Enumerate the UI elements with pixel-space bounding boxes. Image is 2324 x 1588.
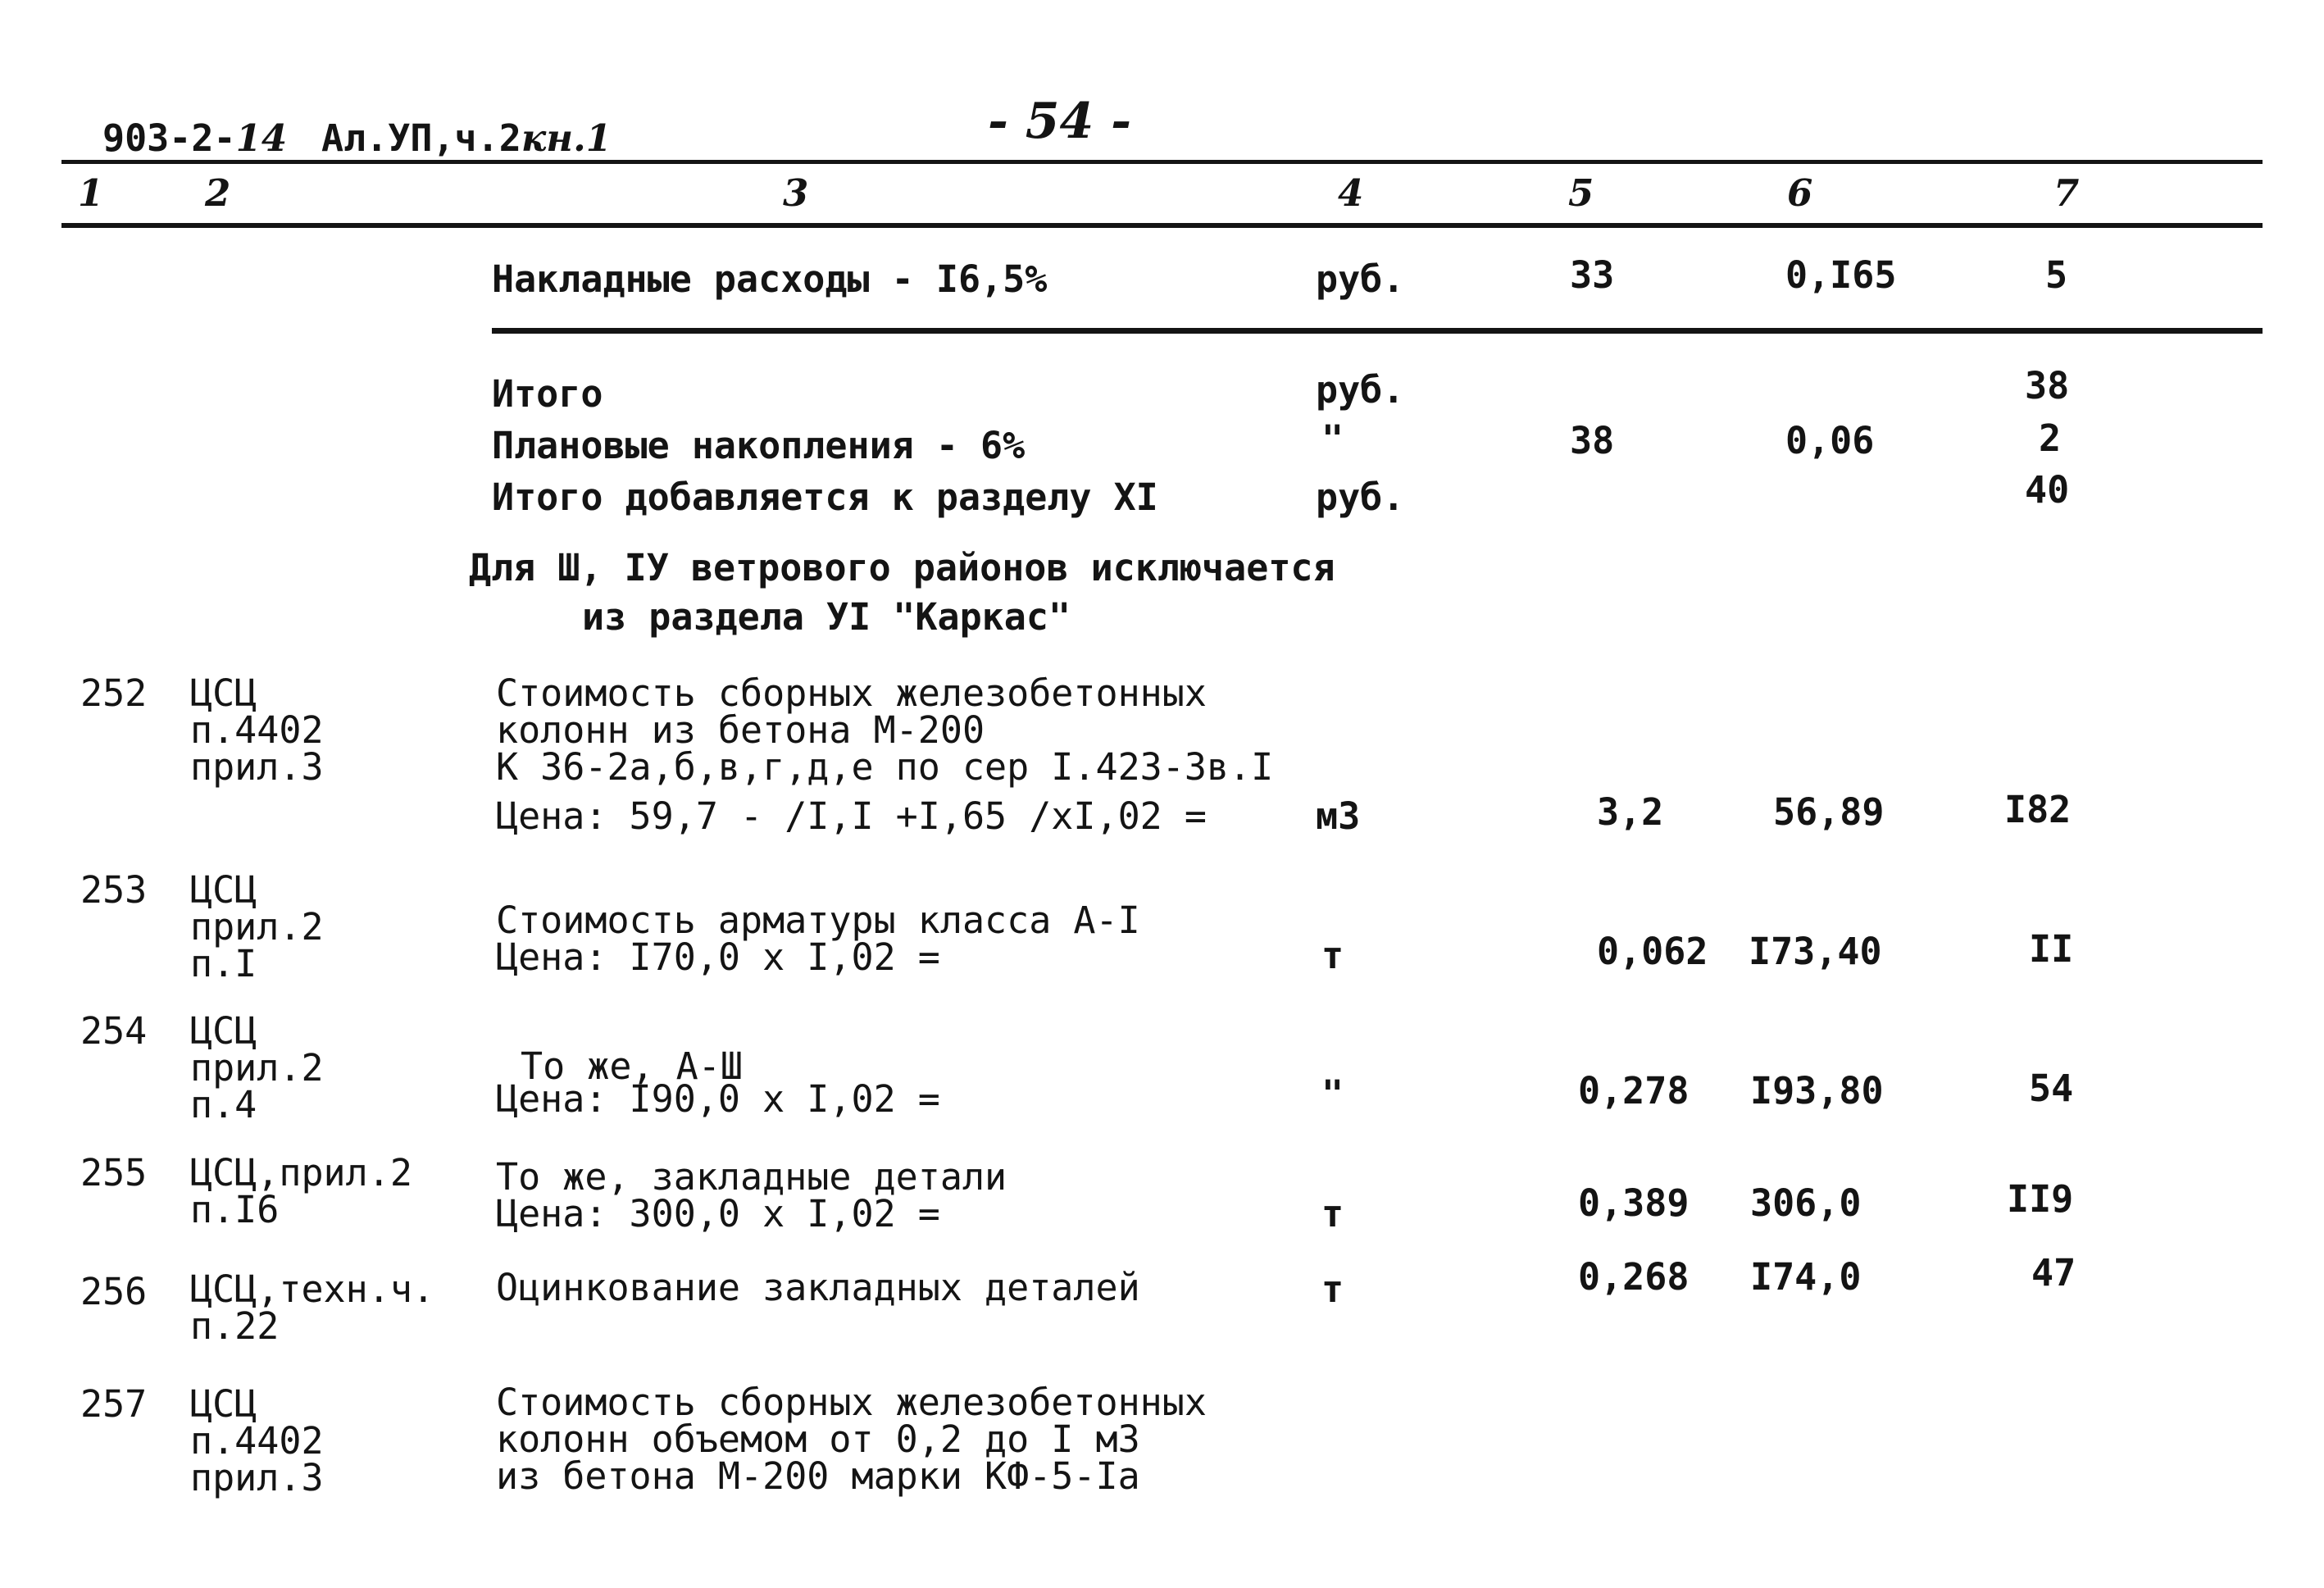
row-252-desc-1: Стоимость сборных железобетонных (496, 671, 1207, 715)
header-bottom-rule (61, 223, 2263, 228)
row-253-source-2: прил.2 (190, 905, 324, 949)
album-reference-printed: Ал.УП,ч.2 (321, 116, 521, 160)
overhead-unit: руб. (1316, 257, 1405, 301)
added-total: 40 (2025, 468, 2070, 512)
itogo-total: 38 (2025, 364, 2070, 407)
row-255-number: 255 (80, 1151, 148, 1194)
row-254-number: 254 (80, 1009, 148, 1053)
row-253-source-3: п.I (190, 942, 257, 985)
document-code-printed: 903-2- (102, 116, 236, 160)
plan-qty: 38 (1570, 419, 1615, 462)
column-number-7: 7 (2053, 171, 2080, 215)
row-255-source-2: п.I6 (190, 1188, 280, 1231)
row-257-source-1: ЦСЦ (190, 1382, 257, 1426)
overhead-total: 5 (2045, 253, 2068, 297)
row-252-rate: 56,89 (1773, 790, 1885, 834)
row-255-total: II9 (2007, 1177, 2074, 1221)
row-254-desc-2: Цена: I90,0 x I,02 = (496, 1077, 940, 1121)
row-252-qty: 3,2 (1597, 790, 1664, 834)
itogo-label: Итого (492, 372, 603, 416)
itogo-unit: руб. (1316, 368, 1405, 412)
row-252-desc-2: колонн из бетона М-200 (496, 708, 985, 752)
row-256-rate: I74,0 (1750, 1255, 1862, 1299)
plan-total: 2 (2039, 416, 2062, 460)
subtotal-rule (492, 328, 2263, 334)
row-253-unit: т (1321, 934, 1344, 977)
row-253-number: 253 (80, 868, 148, 912)
row-254-unit: " (1321, 1072, 1344, 1116)
overhead-label: Накладные расходы - I6,5% (492, 257, 1048, 301)
album-reference-handwritten: кн.1 (521, 116, 612, 160)
row-254-desc-1: То же, А-Ш (521, 1044, 743, 1088)
row-254-source-2: прил.2 (190, 1046, 324, 1090)
row-257-number: 257 (80, 1382, 148, 1426)
row-254-total: 54 (2029, 1067, 2074, 1110)
row-255-qty: 0,389 (1578, 1181, 1690, 1225)
row-254-source-1: ЦСЦ (190, 1009, 257, 1053)
plan-label: Плановые накопления - 6% (492, 424, 1026, 467)
document-code-handwritten: 14 (235, 116, 288, 160)
row-253-source-1: ЦСЦ (190, 868, 257, 912)
column-number-2: 2 (205, 171, 231, 215)
row-252-total: I82 (2004, 788, 2072, 831)
column-number-4: 4 (1338, 171, 1364, 215)
row-255-desc-2: Цена: 300,0 x I,02 = (496, 1192, 940, 1235)
plan-rate: 0,06 (1785, 419, 1875, 462)
row-254-source-3: п.4 (190, 1083, 257, 1126)
row-255-desc-1: То же, закладные детали (496, 1155, 1007, 1199)
column-number-6: 6 (1787, 171, 1813, 215)
header-top-rule (61, 160, 2263, 164)
row-252-source-2: п.4402 (190, 708, 324, 752)
row-253-desc-1: Стоимость арматуры класса А-I (496, 899, 1140, 942)
row-256-source-2: п.22 (190, 1304, 280, 1348)
row-256-desc-1: Оцинкование закладных деталей (496, 1266, 1140, 1309)
column-number-1: 1 (78, 171, 104, 215)
row-254-rate: I93,80 (1750, 1069, 1884, 1113)
row-256-total: 47 (2031, 1251, 2076, 1295)
album-reference (321, 116, 612, 160)
added-label: Итого добавляется к разделу XI (492, 475, 1158, 519)
row-255-unit: т (1321, 1192, 1344, 1235)
section-note-line2: из раздела УI "Каркас" (582, 595, 1071, 639)
column-number-3: 3 (783, 171, 809, 215)
document-code (102, 116, 288, 160)
column-number-5: 5 (1568, 171, 1594, 215)
row-252-source-3: прил.3 (190, 745, 324, 789)
row-257-desc-2: колонн объемом от 0,2 до I м3 (496, 1417, 1140, 1461)
row-257-desc-1: Стоимость сборных железобетонных (496, 1381, 1207, 1424)
row-257-source-3: прил.3 (190, 1456, 324, 1499)
plan-unit: " (1321, 417, 1344, 461)
row-252-unit: м3 (1316, 794, 1361, 838)
row-252-desc-3: К 36-2а,б,в,г,д,е по сер I.423-3в.I (496, 745, 1274, 789)
row-255-rate: 306,0 (1750, 1181, 1862, 1225)
overhead-qty: 33 (1570, 253, 1615, 297)
row-257-desc-3: из бетона М-200 марки КФ-5-Iа (496, 1454, 1140, 1498)
row-253-qty: 0,062 (1597, 930, 1708, 973)
row-252-number: 252 (80, 671, 148, 715)
row-257-source-2: п.4402 (190, 1419, 324, 1463)
section-note-line1: Для Ш, IУ ветрового районов исключается (469, 546, 1335, 589)
added-unit: руб. (1316, 475, 1405, 519)
row-253-total: II (2029, 927, 2074, 971)
row-253-rate: I73,40 (1749, 930, 1882, 973)
row-256-qty: 0,268 (1578, 1255, 1690, 1299)
row-255-source-1: ЦСЦ,прил.2 (190, 1151, 412, 1194)
row-256-source-1: ЦСЦ,техн.ч. (190, 1267, 435, 1311)
row-252-price: Цена: 59,7 - /I,I +I,65 /xI,02 = (496, 794, 1207, 838)
row-254-qty: 0,278 (1578, 1069, 1690, 1113)
row-252-source-1: ЦСЦ (190, 671, 257, 715)
row-256-unit: т (1321, 1267, 1344, 1311)
page-number: - 54 - (988, 93, 1132, 150)
row-253-desc-2: Цена: I70,0 x I,02 = (496, 935, 940, 979)
overhead-rate: 0,I65 (1785, 253, 1897, 297)
row-256-number: 256 (80, 1270, 148, 1313)
